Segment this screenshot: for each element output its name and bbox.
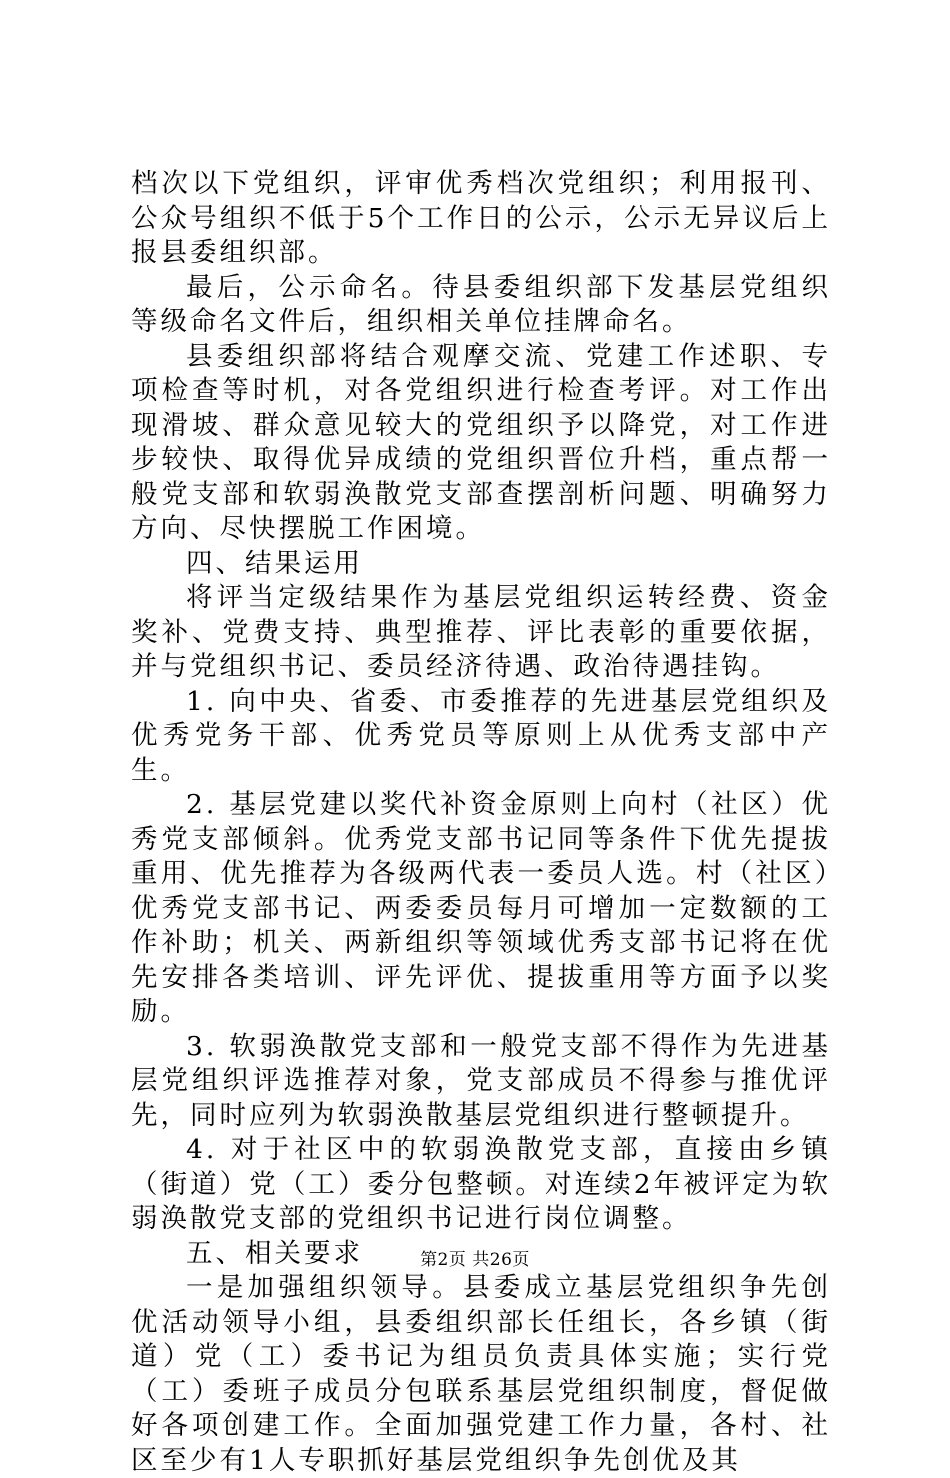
paragraph: 将评当定级结果作为基层党组织运转经费、资金奖补、党费支持、典型推荐、评比表彰的重要依据，并与党组织书记、委员经济待遇、政治待遇挂钩。 bbox=[131, 582, 831, 682]
section-heading: 四、结果运用 bbox=[186, 547, 363, 579]
list-item: 3. 软弱涣散党支部和一般党支部不得作为先进基层党组织评选推荐对象，党支部成员不得参与推优评先，同时应列为软弱涣散基层党组织进行整顿提升。 bbox=[131, 1030, 831, 1131]
paragraph: 一是加强组织领导。县委成立基层党组织争先创优活动领导小组，县委组织部长任组长，各乡镇（街道）党（工）委书记为组员负责具体实施；实行党（工）委班子成员分包联系基层党组织制度，督促做好各项创建工作。全面加强党建工作力量，各村、社区至少有1人专职抓好基层党组织争先创优及其 bbox=[131, 1272, 831, 1476]
document-body bbox=[131, 167, 831, 1478]
list-item: 2. 基层党建以奖代补资金原则上向村（社区）优秀党支部倾斜。优秀党支部书记同等条件下优先提拔重用、优先推荐为各级两代表一委员人选。村（社区）优秀党支部书记、两委委员每月可增加一定数额的工作补助；机关、两新组织等领域优秀支部书记将在优先安排各类培训、评先评优、提拔重用等方面予以奖励。 bbox=[131, 789, 831, 1027]
section-heading: 五、相关要求 bbox=[186, 1237, 363, 1269]
page-footer: 第2页 共26页 bbox=[420, 1250, 530, 1270]
list-item: 4. 对于社区中的软弱涣散党支部，直接由乡镇（街道）党（工）委分包整顿。对连续2年被评定为软弱涣散党支部的党组织书记进行岗位调整。 bbox=[131, 1134, 831, 1234]
paragraph: 档次以下党组织，评审优秀档次党组织；利用报刊、公众号组织不低于5个工作日的公示，公示无异议后上报县委组织部。 bbox=[131, 168, 831, 268]
paragraph: 最后，公示命名。待县委组织部下发基层党组织等级命名文件后，组织相关单位挂牌命名。 bbox=[131, 271, 831, 337]
list-item: 1. 向中央、省委、市委推荐的先进基层党组织及优秀党务干部、优秀党员等原则上从优秀支部中产生。 bbox=[131, 685, 831, 786]
paragraph: 县委组织部将结合观摩交流、党建工作述职、专项检查等时机，对各党组织进行检查考评。对工作出现滑坡、群众意见较大的党组织予以降党，对工作进步较快、取得优异成绩的党组织晋位升档，重点帮一般党支部和软弱涣散党支部查摆剖析问题、明确努力方向、尽快摆脱工作困境。 bbox=[131, 340, 831, 544]
